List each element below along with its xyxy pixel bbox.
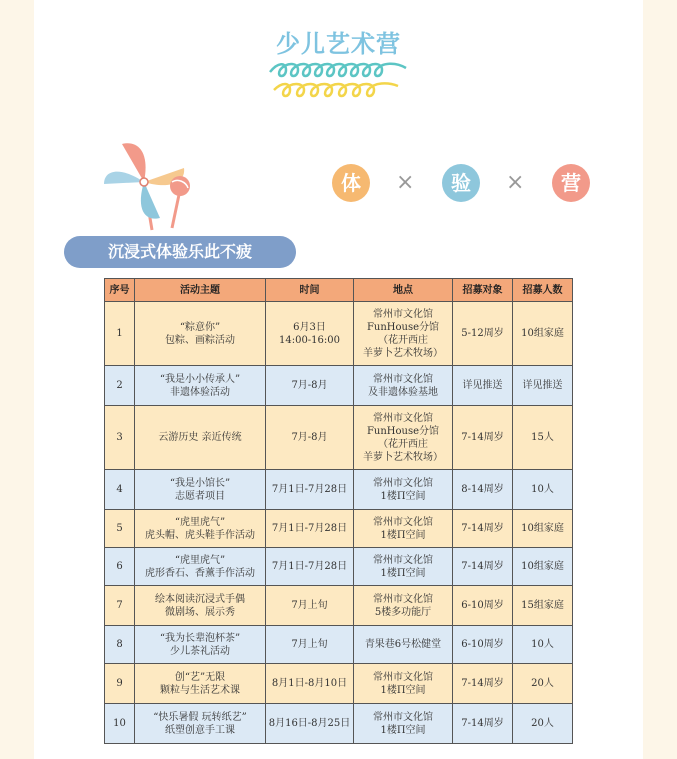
cell-no: 6 [105,548,135,586]
badge-yan: 验 [442,164,480,202]
cell-count: 15组家庭 [513,586,573,626]
cell-count: 10人 [513,626,573,664]
header-target: 招募对象 [453,279,513,302]
cell-time: 6月3日 14:00-16:00 [266,302,354,366]
cell-no: 4 [105,470,135,510]
cell-target: 6-10周岁 [453,586,513,626]
cell-no: 2 [105,366,135,406]
header-place: 地点 [354,279,453,302]
cell-theme: 云游历史 亲近传统 [135,406,266,470]
cell-target: 7-14周岁 [453,510,513,548]
cell-place: 常州市文化馆 FunHouse分馆 （花开西庄 羊萝卜艺术牧场） [354,406,453,470]
cell-time: 7月1日-7月28日 [266,548,354,586]
cell-theme: “我是小小传承人” 非遗体验活动 [135,366,266,406]
cell-count: 10组家庭 [513,302,573,366]
badge-ti: 体 [332,164,370,202]
badge-separator: × [396,170,415,195]
cell-no: 10 [105,704,135,744]
cell-target: 7-14周岁 [453,406,513,470]
cell-target: 7-14周岁 [453,704,513,744]
cell-theme: “我是小馆长” 志愿者项目 [135,470,266,510]
cell-no: 8 [105,626,135,664]
badge-row [332,164,602,204]
cell-no: 7 [105,586,135,626]
cell-time: 8月1日-8月10日 [266,664,354,704]
header-no: 序号 [105,279,135,302]
table-row [105,302,573,366]
cell-target: 8-14周岁 [453,470,513,510]
cell-target: 7-14周岁 [453,664,513,704]
cell-theme: 绘本阅读沉浸式手偶 微剧场、展示秀 [135,586,266,626]
cell-time: 7月-8月 [266,366,354,406]
table-row [105,548,573,586]
page-title: 少儿艺术营 [276,30,401,58]
cell-time: 8月16日-8月25日 [266,704,354,744]
cell-place: 常州市文化馆 1楼Π空间 [354,470,453,510]
cell-no: 9 [105,664,135,704]
cell-theme: “快乐暑假 玩转纸艺” 纸塑创意手工课 [135,704,266,744]
cell-count: 10人 [513,470,573,510]
section-label: 沉浸式体验乐此不疲 [64,236,296,268]
activity-table [104,278,573,744]
cell-no: 1 [105,302,135,366]
table-row [105,586,573,626]
cell-time: 7月上旬 [266,626,354,664]
cell-place: 常州市文化馆 1楼Π空间 [354,664,453,704]
table-row [105,626,573,664]
cell-count: 20人 [513,664,573,704]
cell-theme: “虎里虎气” 虎头帽、虎头鞋手作活动 [135,510,266,548]
cell-place: 常州市文化馆 1楼Π空间 [354,548,453,586]
cell-count: 详见推送 [513,366,573,406]
table-row [105,664,573,704]
header-count: 招募人数 [513,279,573,302]
cell-count: 10组家庭 [513,510,573,548]
cell-time: 7月上旬 [266,586,354,626]
cell-place: 常州市文化馆 1楼Π空间 [354,510,453,548]
cell-target: 7-14周岁 [453,548,513,586]
squiggle-decoration [264,60,414,104]
table-row [105,510,573,548]
cell-count: 15人 [513,406,573,470]
cell-time: 7月1日-7月28日 [266,510,354,548]
cell-place: 青果巷6号松健堂 [354,626,453,664]
cell-place: 常州市文化馆 及非遗体验基地 [354,366,453,406]
cell-time: 7月1日-7月28日 [266,470,354,510]
cell-place: 常州市文化馆 1楼Π空间 [354,704,453,744]
table-header-row [105,279,573,302]
cell-count: 20人 [513,704,573,744]
cell-place: 常州市文化馆 5楼多功能厅 [354,586,453,626]
cell-target: 6-10周岁 [453,626,513,664]
cell-theme: “虎里虎气” 虎形香石、香薰手作活动 [135,548,266,586]
header-time: 时间 [266,279,354,302]
table-row [105,470,573,510]
badge-separator: × [506,170,525,195]
cell-theme: “我为长辈泡杯茶” 少儿茶礼活动 [135,626,266,664]
cell-count: 10组家庭 [513,548,573,586]
cell-place: 常州市文化馆 FunHouse分馆 （花开西庄 羊萝卜艺术牧场） [354,302,453,366]
badge-ying: 营 [552,164,590,202]
page-card [34,0,643,759]
cell-target: 详见推送 [453,366,513,406]
cell-theme: “粽意你” 包粽、画粽活动 [135,302,266,366]
cell-time: 7月-8月 [266,406,354,470]
cell-no: 3 [105,406,135,470]
table-row [105,406,573,470]
cell-no: 5 [105,510,135,548]
pinwheel-icon [100,138,200,234]
table-row [105,366,573,406]
header-theme: 活动主题 [135,279,266,302]
cell-theme: 创“艺”无限 颗粒与生活艺术课 [135,664,266,704]
table-row [105,704,573,744]
cell-target: 5-12周岁 [453,302,513,366]
